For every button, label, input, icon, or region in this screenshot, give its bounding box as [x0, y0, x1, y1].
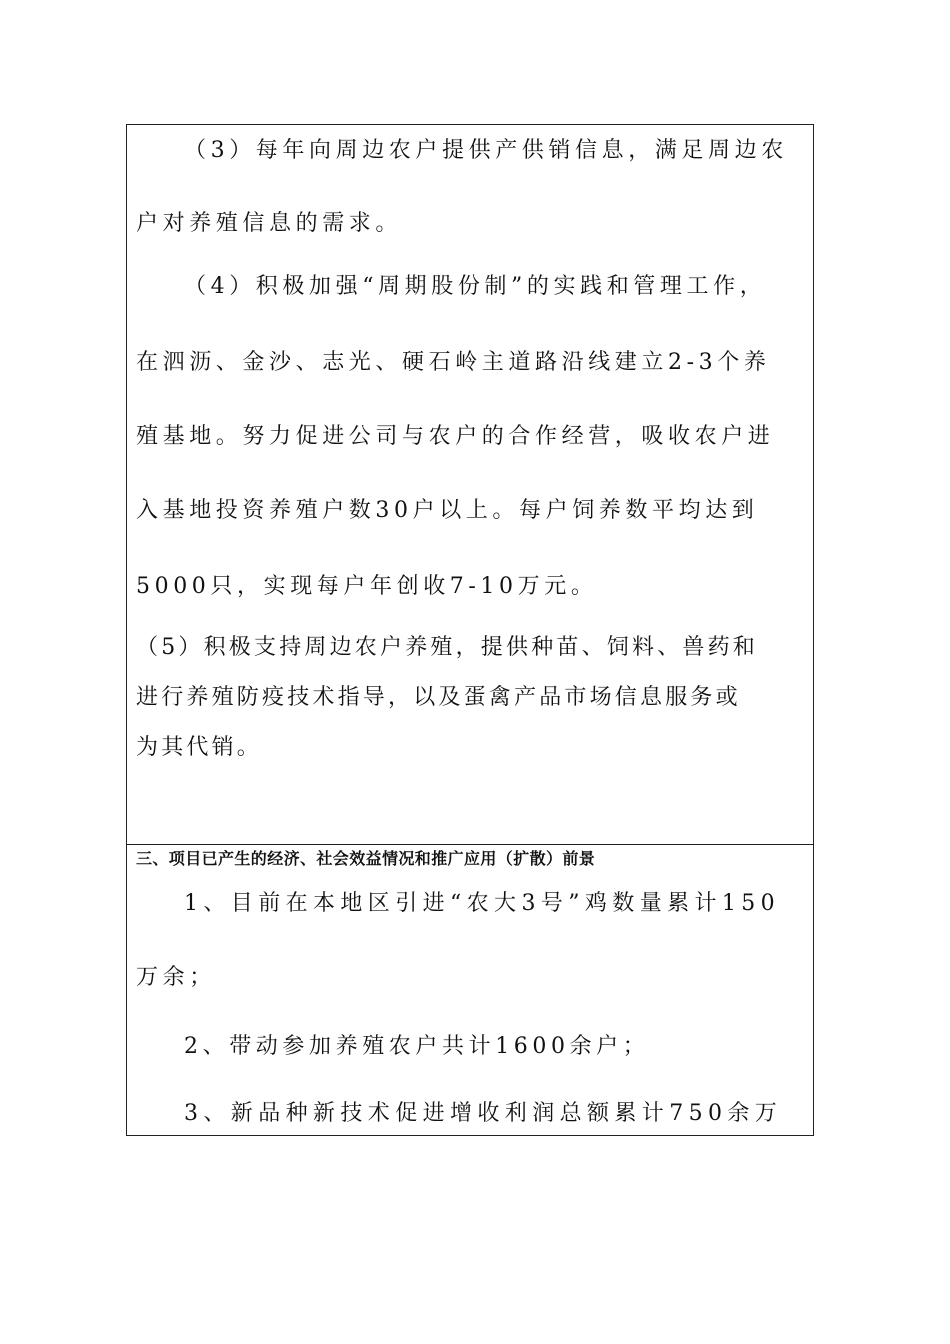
paragraph-3-line-2: 户对养殖信息的需求。	[136, 211, 403, 236]
paragraph-5-line-3: 为其代销。	[136, 735, 263, 760]
item-1-line-1: 1、目前在本地区引进“农大3号”鸡数量累计150	[184, 891, 781, 916]
paragraph-4-line-1: （4）积极加强“周期股份制”的实践和管理工作，	[184, 274, 767, 299]
paragraph-5-line-1: （5）积极支持周边农户养殖，提供种苗、饲料、兽药和	[136, 635, 758, 660]
item-2: 2、带动参加养殖农户共计1600余户；	[184, 1034, 650, 1059]
section-3-heading: 三、项目已产生的经济、社会效益情况和推广应用（扩散）前景	[136, 849, 596, 868]
paragraph-4-line-2: 在泗沥、金沙、志光、硬石岭主道路沿线建立2-3个养	[136, 350, 771, 375]
paragraph-4-line-5: 5000只，实现每户年创收7-10万元。	[136, 574, 598, 599]
item-3-line-1: 3、新品种新技术促进增收利润总额累计750余万	[184, 1101, 783, 1126]
item-1-line-2: 万余；	[136, 965, 216, 990]
paragraph-5-line-2: 进行养殖防疫技术指导，以及蛋禽产品市场信息服务或	[136, 685, 741, 710]
paragraph-4-line-3: 殖基地。努力促进公司与农户的合作经营，吸收农户进	[136, 424, 775, 449]
paragraph-3-line-1: （3）每年向周边农户提供产供销信息，满足周边农	[184, 138, 788, 163]
section-divider	[126, 844, 814, 845]
paragraph-4-line-4: 入基地投资养殖户数30户以上。每户饲养数平均达到	[136, 498, 759, 523]
